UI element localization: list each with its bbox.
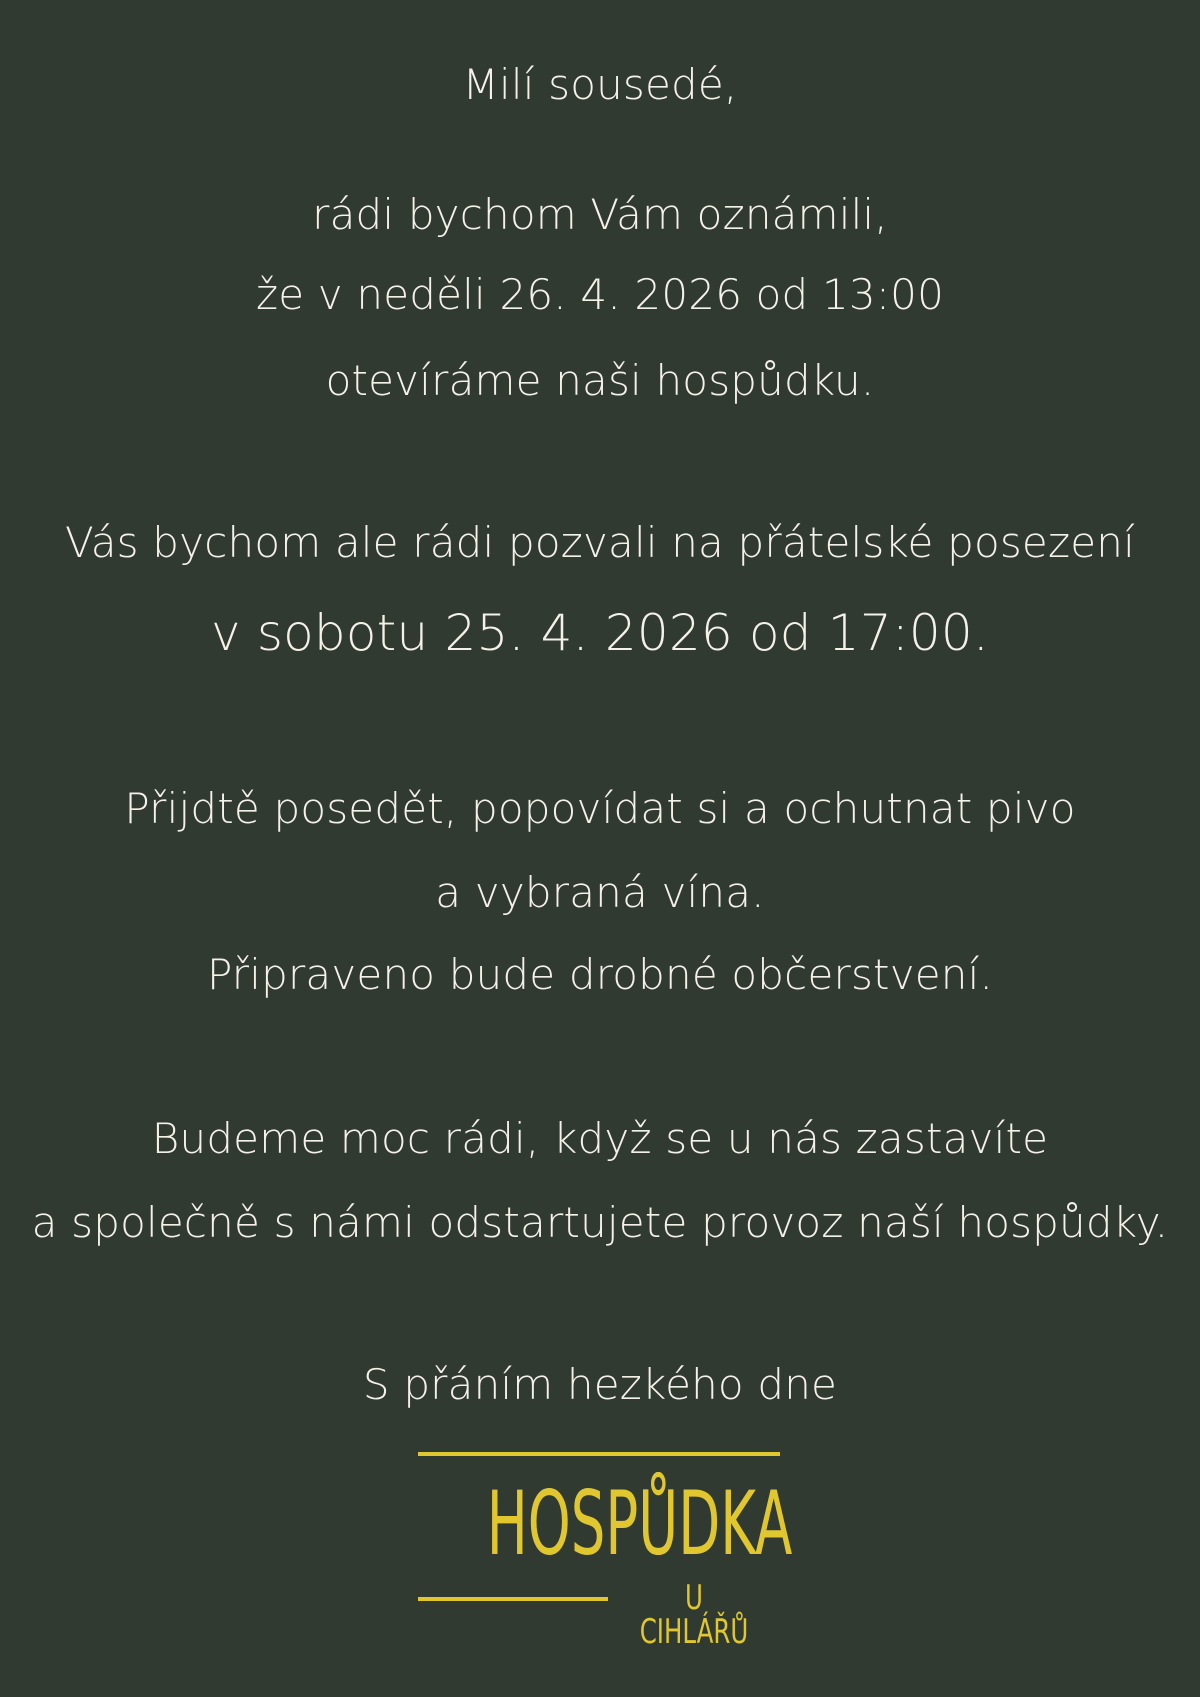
greeting-text: Milí sousedé, <box>462 60 738 109</box>
logo-main-text: HOSPŮDKA <box>486 1472 793 1575</box>
hospudka-logo <box>418 1452 793 1652</box>
closing-paragraph-line-1: Budeme moc rádi, když se u nás zastavíte <box>151 1114 1049 1163</box>
logo-bottom-rule <box>418 1597 608 1601</box>
announcement-line-2: že v neděli 26. 4. 2026 od 13:00 <box>255 270 945 319</box>
logo-subtitle-text: U CIHLÁŘŮ <box>639 1578 749 1652</box>
logo-top-rule <box>418 1452 780 1456</box>
details-line-2: a vybraná vína. <box>435 868 765 917</box>
announcement-line-3: otevíráme naši hospůdku. <box>325 356 875 405</box>
closing-paragraph-line-2: a společně s námi odstartujete provoz naší hospůdky. <box>31 1198 1169 1247</box>
details-line-3: Připraveno bude drobné občerstvení. <box>206 950 994 999</box>
details-line-1: Přijdtě posedět, popovídat si a ochutnat pivo <box>124 784 1076 833</box>
invitation-date-line: v sobotu 25. 4. 2026 od 17:00. <box>211 604 989 662</box>
invitation-line-1: Vás bychom ale rádi pozvali na přátelské posezení <box>65 518 1135 567</box>
sign-off-text: S přáním hezkého dne <box>362 1360 838 1409</box>
announcement-line-1: rádi bychom Vám oznámili, <box>312 190 888 239</box>
